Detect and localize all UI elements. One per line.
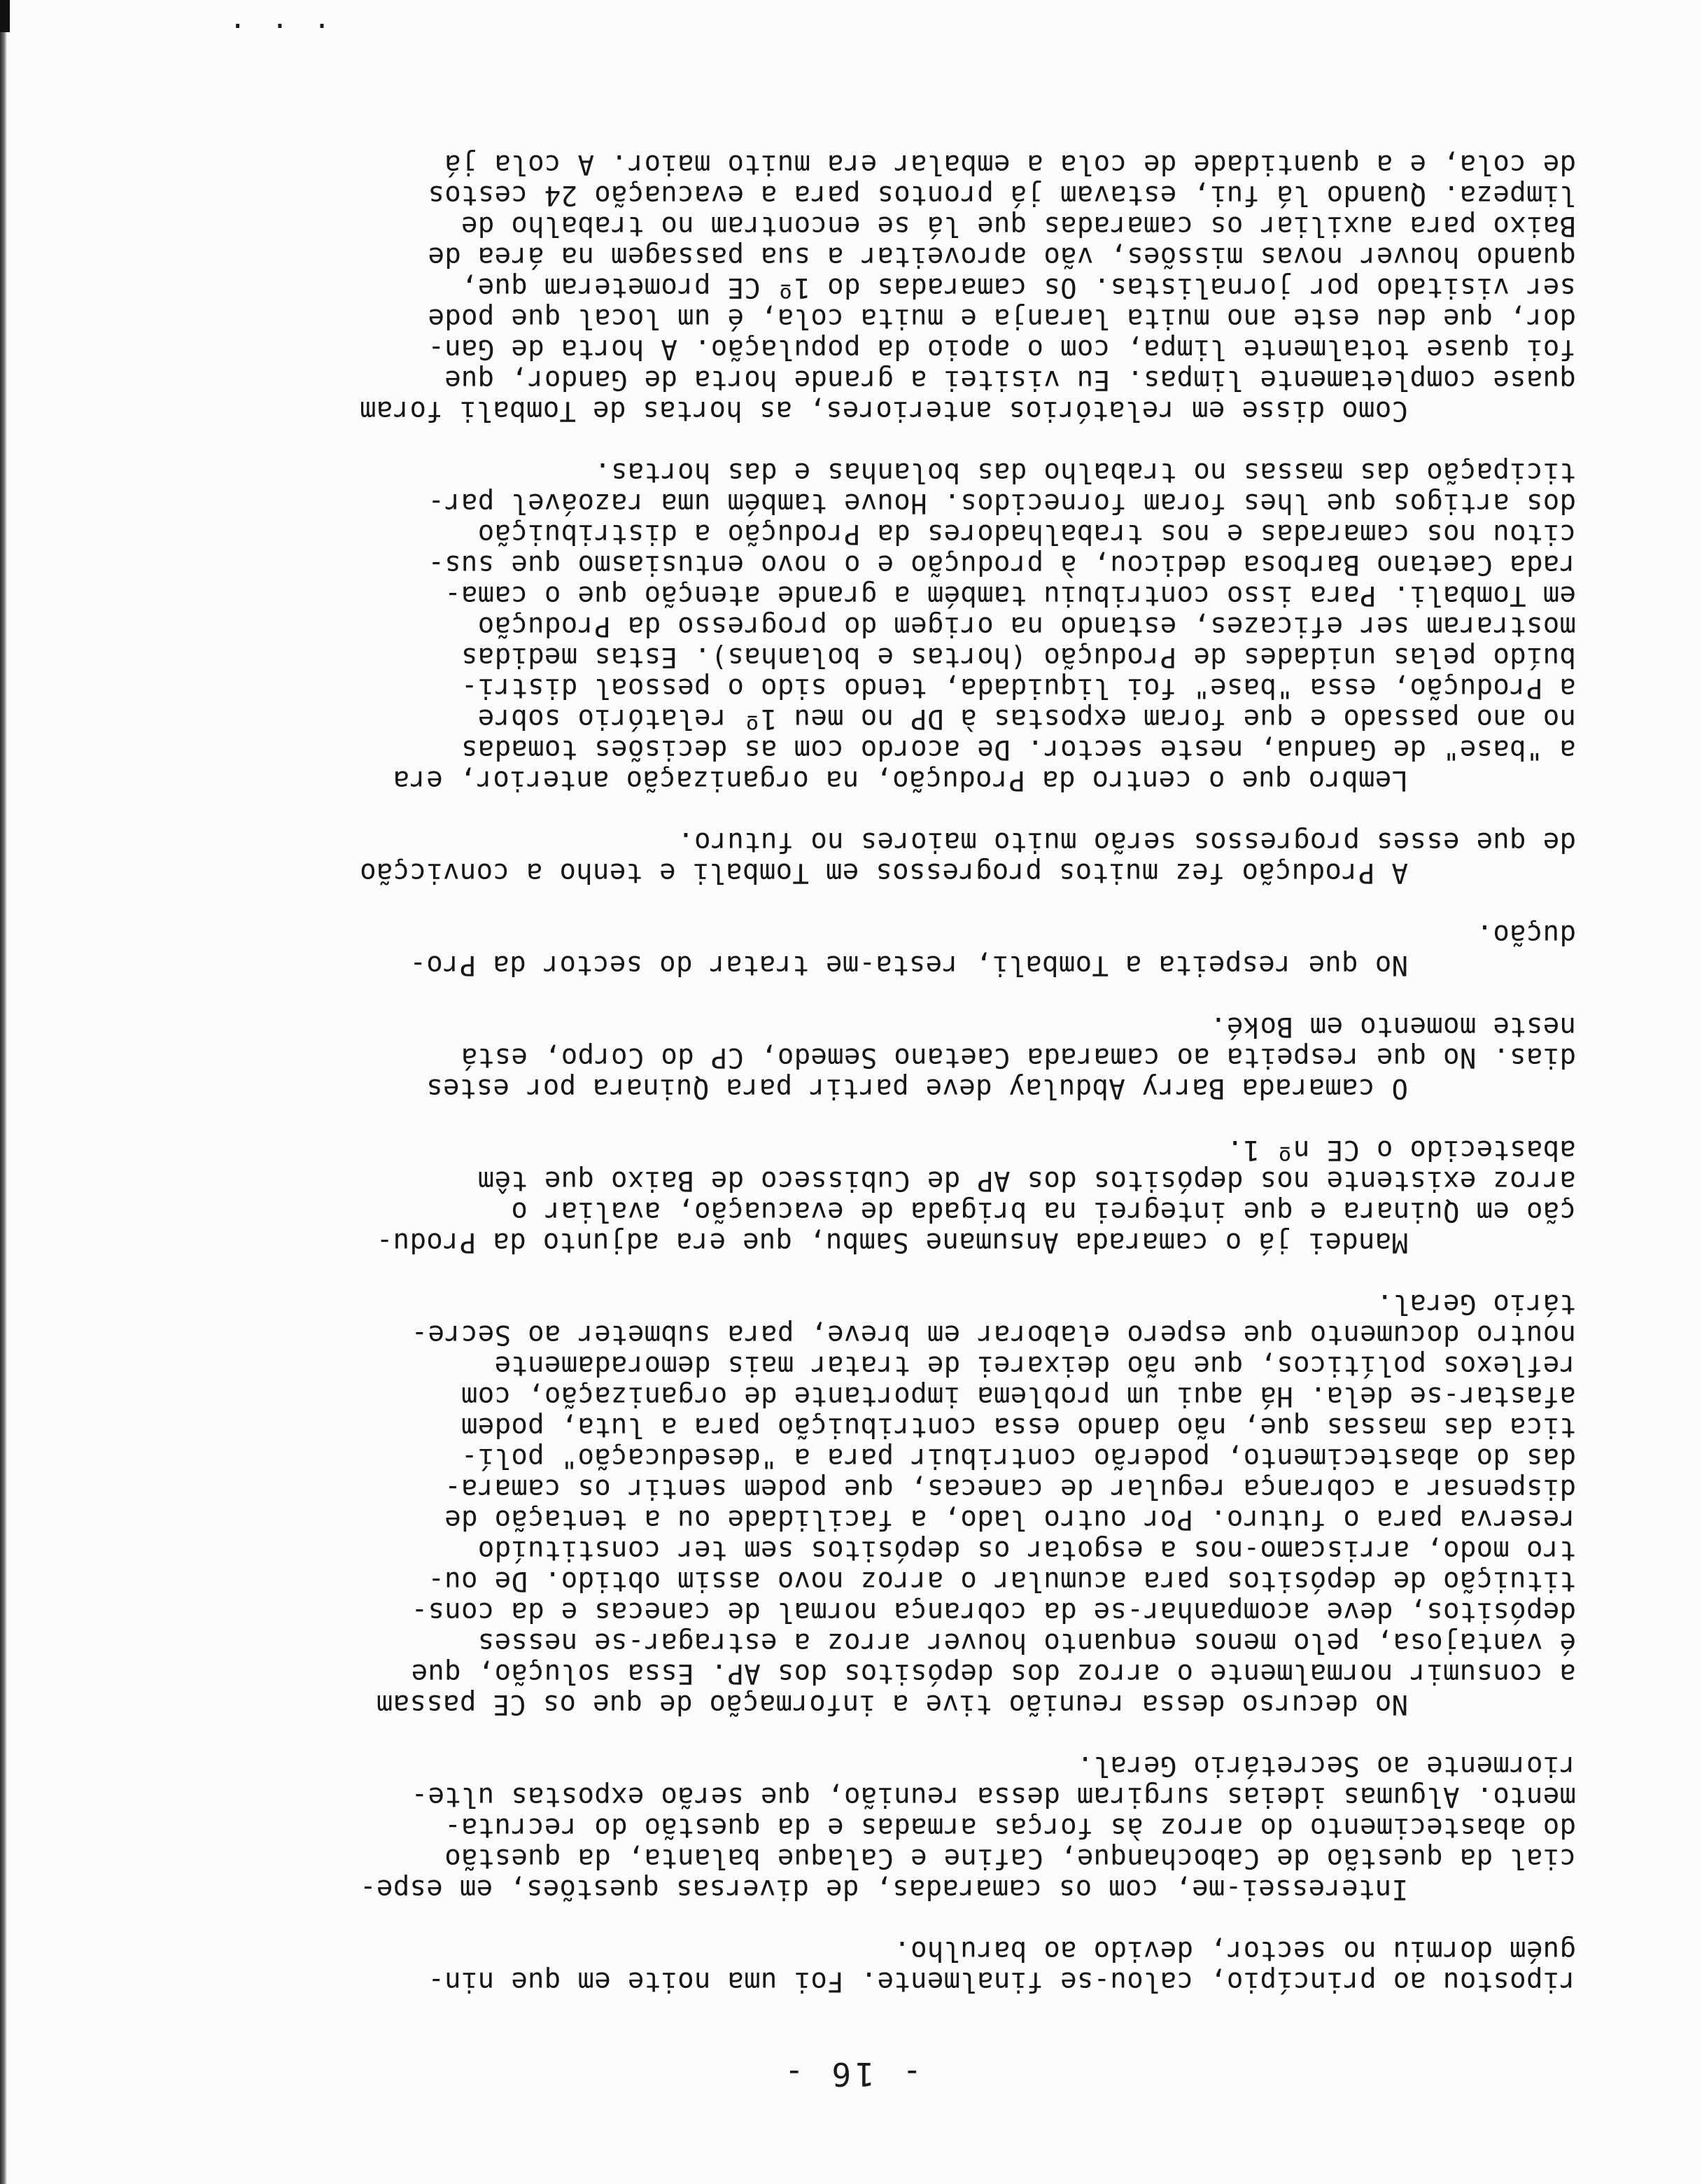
text-line: dos artigos que lhes foram fornecidos. Houve também uma razoável par- [428, 487, 1576, 519]
body-text [71, 118, 1576, 1996]
text-line: No que respeita a Tombali, resta-me tratar do sector da Pro- [409, 949, 1408, 981]
text-line: mento. Algumas ideias surgiram dessa reunião, que serão expostas ulte- [411, 1781, 1576, 1812]
text-line: tário Geral. [1376, 1288, 1576, 1320]
text-line: ser visitado por jornalistas. Os camaradas do 1º CE prometeram que, [460, 272, 1576, 303]
text-line: a Produção, essa "base" foi liquidada, tendo sido o pessoal distri- [460, 672, 1576, 704]
text-line: a "base" de Gandua, neste sector. De acordo com as decisões tomadas [460, 734, 1576, 765]
text-line: no ano passado e que foram expostas à DP no meu 1º relatório sobre [477, 703, 1576, 734]
text-line: quando houver novas missões, vão aproveitar a sua passagem na área de [428, 241, 1576, 272]
text-line: é vantajosa, pelo menos enquanto houver arroz a estragar-se nesses [477, 1627, 1576, 1658]
text-line: dor, que deu este ano muita laranja e muita cola, é um local que pode [428, 302, 1576, 334]
text-line: Baixo para auxiliar os camaradas que lá se encontram no trabalho de [460, 210, 1576, 241]
text-line: rada Caetano Barbosa dedicou, à produção e o novo entusiasmo que sus- [428, 549, 1576, 580]
paragraph [71, 148, 1576, 426]
text-line: tituição de depósitos para acumular o arroz novo assim obtido. De ou- [428, 1565, 1576, 1597]
continuation-mark: . . . [225, 17, 330, 49]
paragraph [71, 1750, 1576, 1904]
text-line: Interessei-me, com os camaradas, de diversas questões, em espe- [359, 1873, 1408, 1905]
page-number: - 16 - [780, 2055, 922, 2093]
text-line: abastecido o CE nº 1. [1226, 1134, 1576, 1166]
text-line: reflexos políticos, que não deixarei de tratar mais demoradamente [494, 1350, 1576, 1381]
text-line: de cola, e a quantidade de cola a embalar era muito maior. A cola já [444, 148, 1576, 180]
text-line: afastar-se dela. Há aqui um problema importante de organização, com [460, 1380, 1576, 1412]
paragraph [71, 1011, 1576, 1103]
text-line: Mandei já o camarada Ansumane Sambu, que era adjunto da Produ- [376, 1226, 1408, 1258]
text-line: dias. No que respeita ao camarada Caetano Semedo, CP do Corpo, está [460, 1042, 1576, 1073]
paragraph [71, 456, 1576, 795]
text-line: No decurso dessa reunião tive a informação de que os CE passam [376, 1688, 1408, 1720]
text-line: dução. [1476, 918, 1576, 950]
text-line: ção em Quinara e que integrei na brigada de evacuação, avaliar o [511, 1196, 1576, 1227]
text-line: foi quase totalmente limpa, com o apoio da população. A horta de Gan- [428, 333, 1576, 365]
text-line: neste momento em Boké. [1209, 1011, 1576, 1042]
paragraph [71, 1935, 1576, 1996]
text-line: mostraram ser eficazes, estando na origem do progresso da Produção [477, 610, 1576, 642]
text-line: O camarada Barry Abdulay deve partir para Quinara por estes [426, 1072, 1408, 1104]
text-line: riormente ao Secretário Geral. [1076, 1750, 1576, 1782]
text-line: tro modo, arriscamo-nos a esgotar os depósitos sem ter constituído [477, 1534, 1576, 1566]
text-line: reserva para o futuro. Por outro lado, a facilidade ou a tentação de [444, 1504, 1576, 1535]
text-line: citou nos camaradas e nos trabalhadores da Produção a distribuição [477, 518, 1576, 550]
text-line: cial da questão de Cabochanque, Cafine e Calaque balanta, da questão [444, 1842, 1576, 1874]
text-line: arroz existente nos depósitos dos AP de Cubisseco de Baixo que têm [477, 1165, 1576, 1196]
paragraph [71, 918, 1576, 980]
text-line: tica das massas que, não dando essa contribuição para a luta, podem [460, 1411, 1576, 1443]
text-line: em Tombali. Para isso contribuiu também a grande atenção que o cama- [444, 580, 1576, 611]
text-line: Lembro que o centro da Produção, na organização anterior, era [393, 764, 1408, 796]
text-line: das do abastecimento, poderão contribuir para a "deseducação" polí- [460, 1442, 1576, 1474]
paragraph [71, 1288, 1576, 1719]
text-line: a consumir normalmente o arroz dos depósitos dos AP. Essa solução, que [411, 1658, 1576, 1689]
text-line: guém dormiu no sector, devido ao barulho. [894, 1935, 1576, 1966]
text-line: noutro documento que espero elaborar em breve, para submeter ao Secre- [411, 1319, 1576, 1350]
text-line: quase completamente limpas. Eu visitei a grande horta de Gandor, que [444, 364, 1576, 396]
text-line: dispensar a cobrança regular de canecas, que podem sentir os camara- [444, 1473, 1576, 1504]
text-line: limpeza. Quando lá fui, estavam já prontos para a evacuação 24 cestos [428, 179, 1576, 211]
text-line: de que esses progressos serão muito maiores no futuro. [677, 826, 1576, 858]
text-line: ticipação das massas no trabalho das bolanhas e das hortas. [593, 456, 1576, 488]
text-line: Como disse em relatórios anteriores, as hortas de Tombali foram [359, 395, 1408, 426]
text-line: ripostou ao princípio, calou-se finalmente. Foi uma noite em que nin- [428, 1966, 1576, 1997]
paragraph [71, 826, 1576, 888]
text-line: depósitos, deve acompanhar-se da cobrança normal de canecas e da cons- [411, 1596, 1576, 1628]
text-line: buído pelas unidades de Produção (hortas e bolanhas). Estas medidas [460, 641, 1576, 673]
paragraph [71, 1134, 1576, 1257]
text-line: A Produção fez muitos progressos em Tombali e tenho a convicção [359, 857, 1408, 888]
text-line: do abastecimento do arroz às forças armadas e da questão do recruta- [444, 1812, 1576, 1843]
